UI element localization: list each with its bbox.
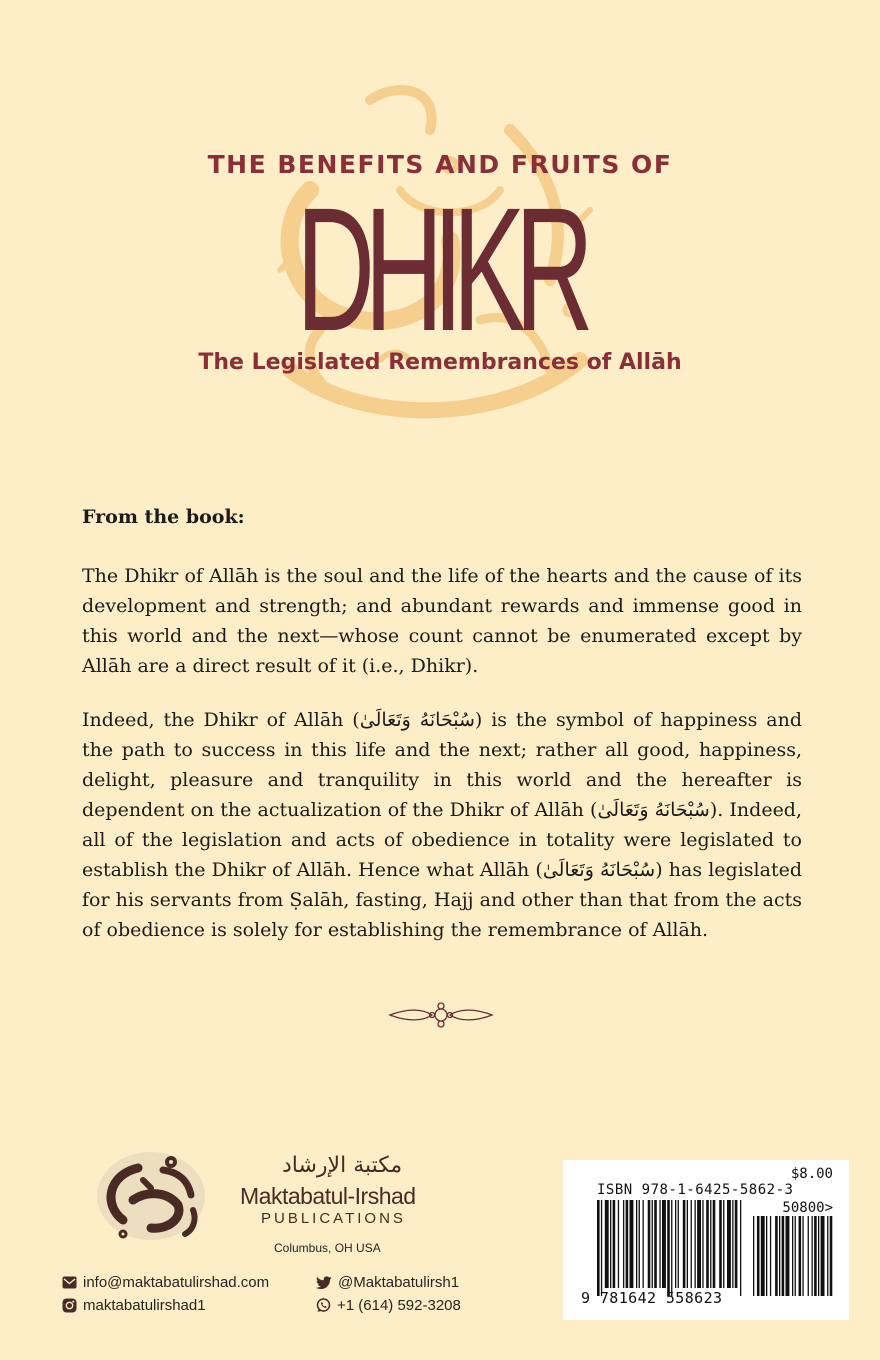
barcode-bar [618,1200,619,1288]
addon-bar [802,1216,803,1296]
addon-bar [753,1216,754,1296]
addon-bar [808,1216,809,1296]
barcode-bar [675,1200,676,1288]
book-title [200,198,690,334]
barcode-bar [659,1200,660,1288]
email-text: info@maktabatulirshad.com [83,1274,270,1291]
addon-code: 50800> [782,1200,833,1216]
barcode-bar [732,1200,733,1288]
addon-bar [770,1216,771,1296]
barcode-bar [626,1200,629,1288]
addon-bar [792,1216,793,1296]
addon-bar [799,1216,802,1296]
barcode-bar [706,1200,709,1288]
barcode-bar [662,1200,666,1288]
addon-bar [779,1216,780,1296]
publisher-subtitle: PUBLICATIONS [261,1210,406,1227]
instagram-icon [62,1298,77,1313]
barcode-bar [727,1200,731,1288]
barcode-bar [691,1200,692,1288]
barcode-bar [623,1200,624,1288]
book-subtitle: The Legislated Remembrances of Allāh [198,350,682,375]
barcode-bar [636,1200,637,1288]
twitter-icon [316,1276,332,1290]
whatsapp-icon [316,1298,331,1313]
addon-bar [830,1216,833,1296]
barcode-bar [654,1200,657,1288]
addon-bar [814,1216,817,1296]
barcode-bar [671,1200,672,1296]
addon-bar [818,1216,819,1296]
isbn-barcode-block [563,1160,849,1320]
barcode-bar [678,1200,679,1288]
barcode-bar [630,1200,634,1288]
barcode-bar [610,1200,611,1288]
contact-instagram [62,1297,206,1314]
contact-phone [316,1297,461,1314]
barcode-bar [652,1200,653,1288]
contact-email [62,1274,269,1291]
barcode-bar [683,1200,686,1288]
barcode-bar [719,1200,722,1288]
barcode-bar [687,1200,688,1288]
from-the-book-label: From the book: [82,506,245,528]
price: $8.00 [790,1166,833,1182]
excerpt-paragraph-1: The Dhikr of Allāh is the soul and the life of the hearts and the cause of its development and strength; and abundant rewards and immense good in this world and the next—whose count cannot be enumerated except by Allāh are a direct result of it (i.e., Dhikr). [82,565,802,677]
barcode-bar [695,1200,696,1288]
publisher-location: Columbus, OH USA [274,1241,381,1255]
barcode-bar [597,1200,600,1296]
barcode-bar [702,1200,703,1288]
barcode-bar [605,1200,609,1288]
barcode-bar [613,1200,616,1288]
title-prefix: THE BENEFITS AND FRUITS OF [207,150,673,179]
instagram-handle: maktabatulirshad1 [83,1297,206,1314]
book-title-text: DHIKR [296,198,594,334]
contact-twitter [316,1274,459,1291]
publisher-name: Maktabatul-Irshad [240,1183,416,1209]
barcode-bars [595,1200,835,1300]
barcode-bar [713,1200,716,1288]
addon-bar [766,1216,767,1296]
addon-bar [782,1216,785,1296]
barcode-bar [710,1200,711,1288]
barcode-bar [735,1200,738,1288]
addon-bar [827,1216,828,1296]
barcode-bar [723,1200,724,1288]
barcode-bar [601,1200,602,1296]
addon-bar [821,1216,825,1296]
addon-bar [786,1216,790,1296]
email-icon [62,1276,77,1289]
phone-number: +1 (614) 592-3208 [337,1297,461,1314]
addon-bar [775,1216,778,1296]
twitter-handle: @Maktabatulirsh1 [338,1274,460,1291]
isbn-number: ISBN 978-1-6425-5862-3 [597,1182,794,1198]
publisher-logo [93,1150,209,1242]
excerpt-paragraph-2: Indeed, the Dhikr of Allāh (سُبْحَانَهُ وَتَعَالَىٰ) is the symbol of happiness and the path to success in this life and the next; rather all good, happiness, delight, pleasure and tranquility in this world and the hereafter is dependent on the actualization of the Dhikr of Allāh (سُبْحَانَهُ وَتَعَالَىٰ). Indeed, all of the legislation and acts of obedience in totality were legislated to establish the Dhikr of Allāh. Hence what Allāh (سُبْحَانَهُ وَتَعَالَىٰ) has legislated for his servants from Ṣalāh, fasting, Hajj and other than that from the acts of obedience is solely for establishing the remembrance of Allāh. [82,709,803,941]
addon-bar [812,1216,813,1296]
ean-digits: 9 781642 558623 [581,1289,723,1307]
ornament-divider [388,1000,494,1030]
barcode-bar [643,1200,644,1288]
barcode-bar [667,1200,670,1296]
addon-bar [795,1216,796,1296]
barcode-bar [648,1200,651,1288]
barcode-bar [639,1200,640,1288]
publisher-arabic-name: مكتبة الإرشاد [282,1153,403,1178]
addon-bar [761,1216,765,1296]
addon-bar [757,1216,760,1296]
barcode-bar [740,1200,741,1296]
barcode-bar [697,1200,701,1288]
